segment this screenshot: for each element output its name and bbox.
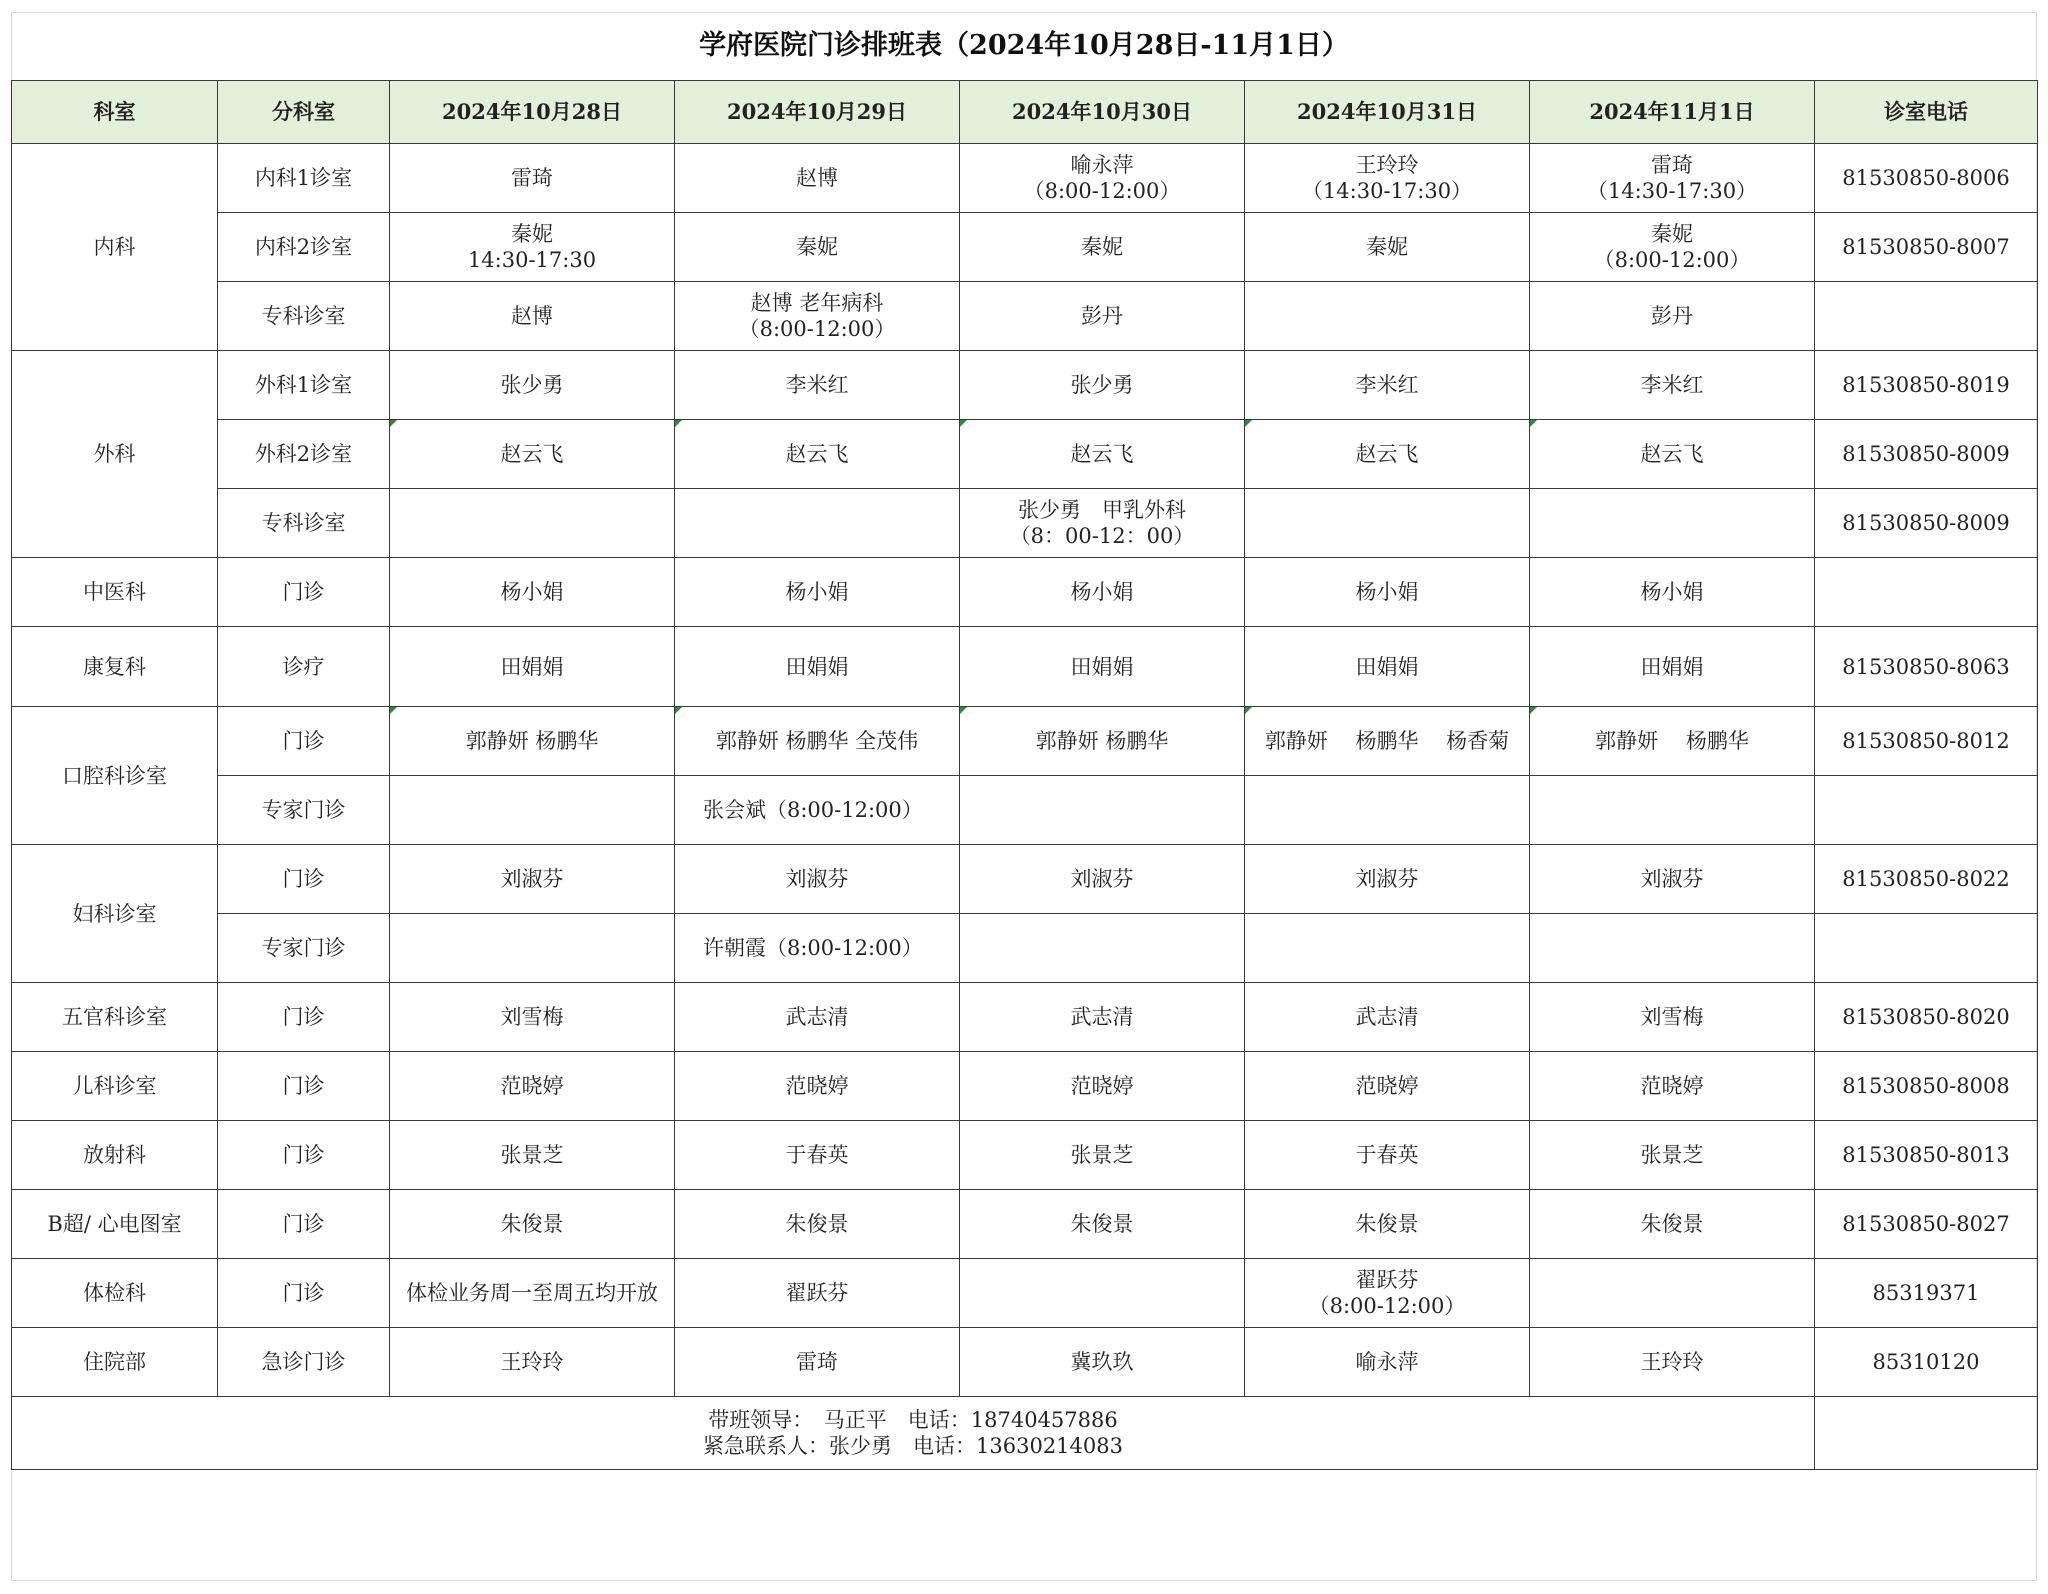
doctor-name: 喻永萍 xyxy=(1355,1350,1419,1374)
doctor-name: 彭丹 xyxy=(1651,304,1693,328)
subdept-cell: 门诊 xyxy=(218,1259,390,1328)
doctor-name: 田娟娟 xyxy=(785,654,849,679)
doctor-name: 朱俊景 xyxy=(1070,1212,1134,1236)
doctor-name: 许朝霞（8:00-12:00） xyxy=(703,936,923,960)
doctor-name: 赵博 xyxy=(796,166,838,190)
table-row xyxy=(12,983,2038,1052)
dept-cell: 妇科诊室 xyxy=(12,845,218,983)
phone-cell: 81530850-8022 xyxy=(1815,845,2038,914)
dept-cell: 口腔科诊室 xyxy=(12,707,218,845)
schedule-cell xyxy=(960,558,1245,627)
header-subdept: 分科室 xyxy=(218,81,390,144)
doctor-name: 雷琦 xyxy=(796,1350,838,1374)
subdept-cell: 门诊 xyxy=(218,558,390,627)
schedule-cell xyxy=(1530,1190,1815,1259)
schedule-cell xyxy=(675,144,960,213)
time-range: （8:00-12:00） xyxy=(1593,248,1751,272)
schedule-cell xyxy=(1245,1190,1530,1259)
doctor-name: 秦妮 xyxy=(1366,235,1408,259)
doctor-name: 杨小娟 xyxy=(500,580,564,604)
schedule-cell xyxy=(1530,489,1815,558)
doctor-name: 郭静妍 杨鹏华 xyxy=(465,729,599,753)
schedule-cell xyxy=(1245,351,1530,420)
header-dept: 科室 xyxy=(12,81,218,144)
doctor-name: 张景芝 xyxy=(1070,1143,1134,1167)
schedule-cell xyxy=(960,1259,1245,1328)
doctor-name: 田娟娟 xyxy=(1640,654,1704,679)
schedule-cell xyxy=(675,558,960,627)
doctor-name: 雷琦 xyxy=(1651,153,1693,177)
doctor-name: 杨小娟 xyxy=(1355,580,1419,604)
schedule-cell xyxy=(1245,213,1530,282)
doctor-name: 李米红 xyxy=(785,373,849,397)
phone-cell: 81530850-8008 xyxy=(1815,1052,2038,1121)
doctor-name: 朱俊景 xyxy=(785,1212,849,1236)
table-row xyxy=(12,1121,2038,1190)
schedule-cell xyxy=(960,1328,1245,1397)
schedule-cell xyxy=(1530,213,1815,282)
subdept-cell: 门诊 xyxy=(218,845,390,914)
doctor-name: 李米红 xyxy=(1355,373,1419,397)
doctor-name: 田娟娟 xyxy=(1355,654,1419,679)
schedule-cell xyxy=(390,1121,675,1190)
header-date-2: 2024年10月29日 xyxy=(675,81,960,144)
header-date-5: 2024年11月1日 xyxy=(1530,81,1815,144)
subdept-cell: 专科诊室 xyxy=(218,489,390,558)
schedule-cell xyxy=(960,1121,1245,1190)
phone-cell xyxy=(1815,558,2038,627)
header-row xyxy=(12,81,2038,144)
time-range: （8:00-12:00） xyxy=(1308,1294,1466,1318)
schedule-cell xyxy=(675,1121,960,1190)
schedule-cell xyxy=(1245,558,1530,627)
schedule-cell xyxy=(390,420,675,489)
doctor-name: 赵云飞 xyxy=(1640,442,1704,466)
schedule-cell xyxy=(1530,627,1815,707)
schedule-cell xyxy=(390,1259,675,1328)
doctor-name: 于春英 xyxy=(785,1143,849,1167)
schedule-cell xyxy=(1530,420,1815,489)
doctor-name: 王玲玲 xyxy=(500,1350,564,1374)
schedule-cell xyxy=(390,144,675,213)
doctor-name: 刘淑芬 xyxy=(1640,867,1704,891)
subdept-cell: 外科1诊室 xyxy=(218,351,390,420)
schedule-cell xyxy=(1530,558,1815,627)
doctor-name: 范晓婷 xyxy=(785,1074,849,1098)
table-row xyxy=(12,1328,2038,1397)
table-row xyxy=(12,144,2038,213)
schedule-cell xyxy=(675,282,960,351)
schedule-cell xyxy=(1245,489,1530,558)
doctor-name: 翟跃芬 xyxy=(785,1281,849,1305)
table-row xyxy=(12,213,2038,282)
schedule-cell xyxy=(1245,914,1530,983)
subdept-cell: 内科2诊室 xyxy=(218,213,390,282)
doctor-name: 郭静妍 杨鹏华 xyxy=(1035,729,1169,753)
schedule-cell xyxy=(675,420,960,489)
phone-cell xyxy=(1815,914,2038,983)
subdept-cell: 诊疗 xyxy=(218,627,390,707)
time-range: 14:30-17:30 xyxy=(467,248,597,272)
schedule-cell xyxy=(675,1259,960,1328)
dept-cell: 外科 xyxy=(12,351,218,558)
footer-emergency: 紧急联系人：张少勇 电话：13630214083 xyxy=(703,1434,1123,1458)
doctor-name: 秦妮 xyxy=(1651,222,1693,246)
doctor-name: 王玲玲 xyxy=(1355,153,1419,177)
doctor-name: 张会斌（8:00-12:00） xyxy=(703,798,923,822)
schedule-cell xyxy=(960,489,1245,558)
subdept-cell: 门诊 xyxy=(218,1190,390,1259)
phone-cell: 81530850-8007 xyxy=(1815,213,2038,282)
doctor-name: 冀玖玖 xyxy=(1070,1350,1134,1374)
doctor-name: 雷琦 xyxy=(511,166,553,190)
table-row xyxy=(12,1190,2038,1259)
table-row xyxy=(12,420,2038,489)
doctor-name: 刘雪梅 xyxy=(1640,1005,1704,1029)
dept-cell: B超/ 心电图室 xyxy=(12,1190,218,1259)
schedule-cell xyxy=(675,1190,960,1259)
schedule-cell xyxy=(960,1052,1245,1121)
schedule-cell xyxy=(1530,776,1815,845)
doctor-name: 郭静妍 杨鹏华 杨香菊 xyxy=(1264,729,1510,753)
table-row xyxy=(12,1052,2038,1121)
schedule-table xyxy=(11,80,2038,1470)
doctor-name: 郭静妍 杨鹏华 全茂伟 xyxy=(715,729,919,753)
phone-cell: 81530850-8019 xyxy=(1815,351,2038,420)
doctor-name: 刘淑芬 xyxy=(785,867,849,891)
time-range: （8:00-12:00） xyxy=(738,317,896,341)
doctor-name: 范晓婷 xyxy=(1355,1074,1419,1098)
phone-cell: 81530850-8009 xyxy=(1815,489,2038,558)
table-row xyxy=(12,489,2038,558)
phone-cell: 81530850-8009 xyxy=(1815,420,2038,489)
schedule-cell xyxy=(960,351,1245,420)
schedule-cell xyxy=(960,983,1245,1052)
footer-blank xyxy=(1815,1397,2038,1470)
table-row xyxy=(12,707,2038,776)
schedule-cell xyxy=(1245,627,1530,707)
schedule-cell xyxy=(390,776,675,845)
schedule-cell xyxy=(1530,845,1815,914)
doctor-name: 武志清 xyxy=(1070,1005,1134,1029)
doctor-name: 喻永萍 xyxy=(1070,153,1134,177)
schedule-cell xyxy=(390,1190,675,1259)
schedule-cell xyxy=(1245,707,1530,776)
schedule-cell xyxy=(675,351,960,420)
schedule-cell xyxy=(675,845,960,914)
doctor-name: 范晓婷 xyxy=(1640,1074,1704,1098)
schedule-cell xyxy=(1245,420,1530,489)
doctor-name: 刘雪梅 xyxy=(500,1005,564,1029)
subdept-cell: 内科1诊室 xyxy=(218,144,390,213)
doctor-name: 杨小娟 xyxy=(1640,580,1704,604)
page-title: 学府医院门诊排班表（2024年10月28日-11月1日） xyxy=(699,30,1349,61)
phone-cell: 81530850-8013 xyxy=(1815,1121,2038,1190)
doctor-name: 刘淑芬 xyxy=(1355,867,1419,891)
schedule-cell xyxy=(960,776,1245,845)
subdept-cell: 门诊 xyxy=(218,1121,390,1190)
schedule-cell xyxy=(1245,144,1530,213)
schedule-cell xyxy=(1245,983,1530,1052)
table-row xyxy=(12,627,2038,707)
phone-cell: 81530850-8012 xyxy=(1815,707,2038,776)
schedule-cell xyxy=(390,351,675,420)
doctor-name: 范晓婷 xyxy=(1070,1074,1134,1098)
schedule-cell xyxy=(1530,1052,1815,1121)
table-row xyxy=(12,282,2038,351)
table-row xyxy=(12,558,2038,627)
footer-leader: 带班领导： 马正平 电话：18740457886 xyxy=(708,1408,1118,1432)
schedule-cell xyxy=(1245,1259,1530,1328)
table-row xyxy=(12,776,2038,845)
time-range: （14:30-17:30） xyxy=(1586,179,1758,203)
time-range: （8：00-12：00） xyxy=(1009,524,1195,548)
schedule-cell xyxy=(1245,1328,1530,1397)
doctor-name: 武志清 xyxy=(1355,1005,1419,1029)
doctor-name: 范晓婷 xyxy=(500,1074,564,1098)
schedule-cell xyxy=(960,1190,1245,1259)
schedule-cell xyxy=(390,627,675,707)
schedule-cell xyxy=(675,707,960,776)
time-range: （14:30-17:30） xyxy=(1301,179,1473,203)
subdept-cell: 外科2诊室 xyxy=(218,420,390,489)
schedule-cell xyxy=(390,914,675,983)
doctor-name: 秦妮 xyxy=(511,222,553,246)
schedule-cell xyxy=(1245,845,1530,914)
schedule-cell xyxy=(675,983,960,1052)
doctor-name: 田娟娟 xyxy=(500,654,564,679)
doctor-name: 杨小娟 xyxy=(1070,580,1134,604)
schedule-cell xyxy=(390,282,675,351)
schedule-cell xyxy=(390,558,675,627)
schedule-body xyxy=(12,144,2038,1397)
dept-cell: 康复科 xyxy=(12,627,218,707)
dept-cell: 放射科 xyxy=(12,1121,218,1190)
subdept-cell: 专家门诊 xyxy=(218,914,390,983)
phone-cell xyxy=(1815,776,2038,845)
phone-cell: 81530850-8063 xyxy=(1815,627,2038,707)
doctor-name: 张少勇 甲乳外科 xyxy=(1018,498,1186,522)
schedule-cell xyxy=(390,1328,675,1397)
doctor-name: 秦妮 xyxy=(796,235,838,259)
doctor-name: 刘淑芬 xyxy=(500,867,564,891)
subdept-cell: 专科诊室 xyxy=(218,282,390,351)
phone-cell: 85319371 xyxy=(1815,1259,2038,1328)
doctor-name: 李米红 xyxy=(1640,373,1704,397)
doctor-name: 赵博 xyxy=(511,304,553,328)
doctor-name: 于春英 xyxy=(1355,1143,1419,1167)
schedule-cell xyxy=(960,213,1245,282)
dept-cell: 内科 xyxy=(12,144,218,351)
schedule-cell xyxy=(960,845,1245,914)
schedule-cell xyxy=(1530,282,1815,351)
doctor-name: 赵云飞 xyxy=(1355,442,1419,466)
phone-cell: 85310120 xyxy=(1815,1328,2038,1397)
dept-cell: 体检科 xyxy=(12,1259,218,1328)
doctor-name: 朱俊景 xyxy=(1355,1212,1419,1236)
doctor-name: 武志清 xyxy=(785,1005,849,1029)
doctor-name: 刘淑芬 xyxy=(1070,867,1134,891)
phone-cell: 81530850-8020 xyxy=(1815,983,2038,1052)
phone-cell: 81530850-8006 xyxy=(1815,144,2038,213)
schedule-cell xyxy=(675,914,960,983)
doctor-name: 张景芝 xyxy=(500,1143,564,1167)
footer-contacts xyxy=(12,1397,1815,1470)
doctor-name: 体检业务周一至周五均开放 xyxy=(406,1281,658,1305)
schedule-cell xyxy=(1245,282,1530,351)
schedule-cell xyxy=(1530,1328,1815,1397)
schedule-cell xyxy=(960,914,1245,983)
time-range: （8:00-12:00） xyxy=(1023,179,1181,203)
doctor-name: 赵博 老年病科 xyxy=(750,291,884,315)
schedule-cell xyxy=(675,776,960,845)
schedule-cell xyxy=(960,144,1245,213)
doctor-name: 杨小娟 xyxy=(785,580,849,604)
doctor-name: 张少勇 xyxy=(1070,373,1134,397)
subdept-cell: 门诊 xyxy=(218,707,390,776)
schedule-cell xyxy=(390,707,675,776)
schedule-cell xyxy=(675,627,960,707)
schedule-cell xyxy=(390,845,675,914)
dept-cell: 住院部 xyxy=(12,1328,218,1397)
schedule-cell xyxy=(675,1328,960,1397)
phone-cell: 81530850-8027 xyxy=(1815,1190,2038,1259)
table-row xyxy=(12,351,2038,420)
doctor-name: 田娟娟 xyxy=(1070,654,1134,679)
doctor-name: 赵云飞 xyxy=(1070,442,1134,466)
schedule-cell xyxy=(675,1052,960,1121)
subdept-cell: 门诊 xyxy=(218,983,390,1052)
doctor-name: 翟跃芬 xyxy=(1355,1268,1419,1292)
schedule-cell xyxy=(390,983,675,1052)
table-row xyxy=(12,845,2038,914)
schedule-cell xyxy=(1530,983,1815,1052)
header-phone: 诊室电话 xyxy=(1815,81,2038,144)
schedule-cell xyxy=(1530,707,1815,776)
doctor-name: 彭丹 xyxy=(1081,304,1123,328)
doctor-name: 赵云飞 xyxy=(500,442,564,466)
footer-row xyxy=(12,1397,2038,1470)
doctor-name: 朱俊景 xyxy=(500,1212,564,1236)
header-date-3: 2024年10月30日 xyxy=(960,81,1245,144)
schedule-cell xyxy=(1530,144,1815,213)
subdept-cell: 专家门诊 xyxy=(218,776,390,845)
schedule-cell xyxy=(1530,1121,1815,1190)
subdept-cell: 急诊门诊 xyxy=(218,1328,390,1397)
doctor-name: 郭静妍 杨鹏华 xyxy=(1595,729,1749,753)
schedule-cell xyxy=(1245,1121,1530,1190)
doctor-name: 赵云飞 xyxy=(785,442,849,466)
dept-cell: 儿科诊室 xyxy=(12,1052,218,1121)
doctor-name: 张景芝 xyxy=(1640,1143,1704,1167)
subdept-cell: 门诊 xyxy=(218,1052,390,1121)
schedule-cell xyxy=(1245,776,1530,845)
phone-cell xyxy=(1815,282,2038,351)
schedule-cell xyxy=(1530,351,1815,420)
schedule-cell xyxy=(960,707,1245,776)
schedule-cell xyxy=(390,1052,675,1121)
schedule-cell xyxy=(390,213,675,282)
doctor-name: 朱俊景 xyxy=(1640,1212,1704,1236)
schedule-cell xyxy=(1530,914,1815,983)
schedule-cell xyxy=(675,213,960,282)
header-date-1: 2024年10月28日 xyxy=(390,81,675,144)
doctor-name: 王玲玲 xyxy=(1640,1350,1704,1374)
dept-cell: 中医科 xyxy=(12,558,218,627)
table-row xyxy=(12,1259,2038,1328)
schedule-cell xyxy=(1530,1259,1815,1328)
schedule-cell xyxy=(960,420,1245,489)
table-row xyxy=(12,914,2038,983)
schedule-cell xyxy=(1245,1052,1530,1121)
schedule-cell xyxy=(960,282,1245,351)
doctor-name: 张少勇 xyxy=(500,373,564,397)
doctor-name: 秦妮 xyxy=(1081,235,1123,259)
header-date-4: 2024年10月31日 xyxy=(1245,81,1530,144)
dept-cell: 五官科诊室 xyxy=(12,983,218,1052)
schedule-cell xyxy=(390,489,675,558)
schedule-cell xyxy=(675,489,960,558)
schedule-cell xyxy=(960,627,1245,707)
